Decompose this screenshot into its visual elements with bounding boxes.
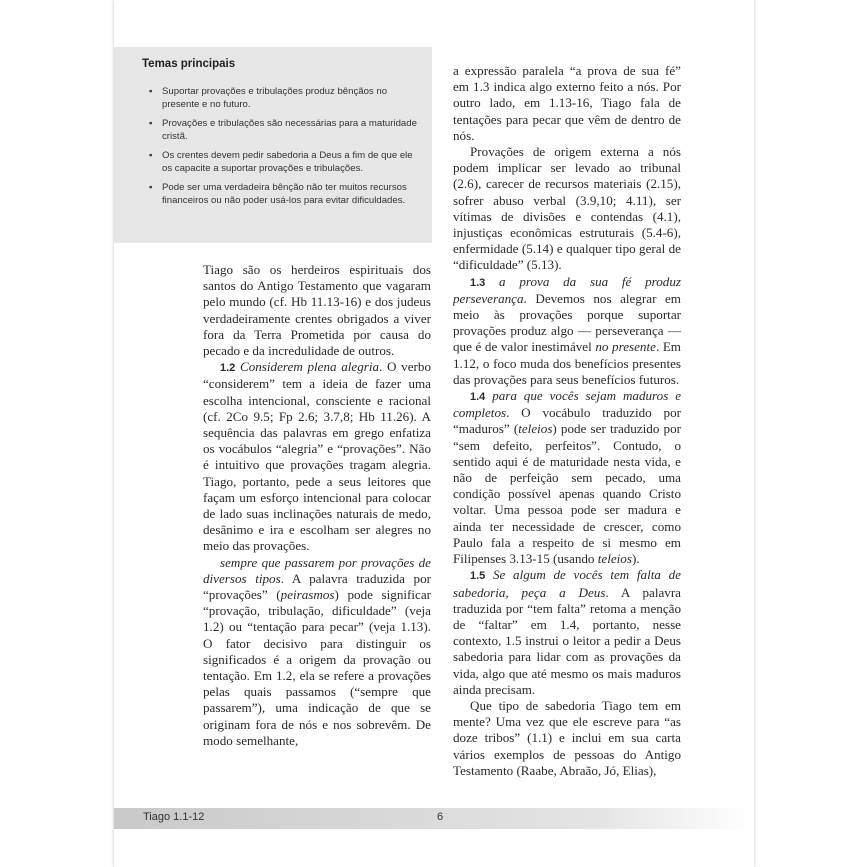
verse-reference: 1.3	[470, 276, 486, 289]
paragraph: 1.2 Considerem plena alegria. O verbo “considerem” tem a ideia de fazer uma escolha intencional, consciente e racional (cf. 2Co 9.5; Fp 2.6; 3.7,8; Hb 11.26). A sequência das palavras em grego enfatiza os vocábulos “alegria” e “provações”. Não é intuitivo que provações tragam alegria. Tiago, portanto, pede a seus leitores que façam um esforço intencional para colocar de lado suas inclinações naturais de medo, desânimo e ira e escolham ser alegres no meio das provações.	[203, 359, 431, 554]
page-footer	[114, 808, 754, 829]
paragraph: 1.3 a prova da sua fé produz perseverança. Devemos nos alegrar em meio às provações porque suportar provações produz algo — perseverança — que é de valor inestimável no presente. Em 1.12, o foco muda dos benefícios presentes das provações para seus benefícios futuros.	[453, 273, 681, 387]
list-item: ▪ Suportar provações e tribulações produz bênçãos no presente e no futuro.	[149, 86, 388, 111]
paragraph: Que tipo de sabedoria Tiago tem em mente? Uma vez que ele escreve para “as doze tribos” (1.1) e inclui em sua carta vários exemplos de pessoas do Antigo Testamento (Raabe, Abraão, Jó, Elias),	[453, 697, 681, 778]
emphasis: no presente	[595, 339, 656, 355]
right-text-column	[453, 63, 681, 779]
greek-term: teleios	[597, 551, 632, 567]
key-themes-list	[149, 85, 421, 213]
greek-term: peirasmos	[280, 587, 335, 603]
greek-term: teleios	[518, 421, 553, 437]
verse-reference: 1.2	[220, 362, 236, 375]
running-footer-reference: Tiago 1.1-12	[143, 811, 205, 823]
paragraph: sempre que passarem por provações de diversos tipos. A palavra traduzida por “provações” (peirasmos) pode significar “provação, tribulação, dificuldade” (veja 1.2) ou “tentação para pecar” (veja 1.13). O fator decisivo para distinguir os significados é a origem da provação ou tentação. Em 1.2, ela se refere a provações pelas quais passamos (“sempre que passarem”), uma indicação de que se originam fora de nós e nos sobrevêm. De modo semelhante,	[203, 554, 431, 748]
page-number: 6	[437, 811, 444, 823]
verse-lemma: Considerem plena alegria	[239, 359, 380, 375]
bullet-icon: ▪	[149, 150, 153, 161]
left-text-column	[203, 262, 431, 749]
list-item: ▪ Provações e tribulações são necessárias para a maturidade cristã.	[149, 118, 417, 143]
verse-lemma: a prova da sua fé produz perseverança	[453, 273, 681, 306]
verse-reference: 1.5	[470, 570, 486, 583]
paragraph: Provações de origem externa a nós podem implicar ser levado ao tribunal (2.6), carecer de recursos materiais (2.15), sofrer abuso verbal (3.9,10; 4.11), ser vítimas de divisões e contendas (4.1), injustiças econômicas estruturais (5.4-6), enfermidade (5.14) e qualquer tipo geral de “dificuldade” (5.13).	[453, 144, 681, 273]
paragraph: a expressão paralela “a prova de sua fé” em 1.3 indica algo externo feito a nós. Por outro lado, em 1.13-16, Tiago fala de tentações para pecar que vêm de dentro de nós.	[453, 63, 681, 143]
verse-reference: 1.4	[470, 391, 486, 404]
verse-lemma: sempre que passarem por provações de diversos tipos	[203, 554, 431, 586]
bullet-icon: ▪	[149, 118, 153, 129]
list-item: ▪ Pode ser uma verdadeira bênção não ter muitos recursos financeiros ou não poder usá-los para evitar dificuldades.	[149, 182, 407, 207]
verse-lemma: Se algum de vocês tem falta de sabedoria, peça a Deus	[453, 567, 681, 600]
paragraph: Tiago são os herdeiros espirituais dos santos do Antigo Testamento que vagaram pelo mundo (cf. Hb 11.13-16) e dos judeus verdadeiramente crentes obrigados a viver fora da Terra Prometida por causa do pecado e da incredulidade de outros.	[203, 262, 431, 359]
key-themes-title: Temas principais	[142, 58, 236, 70]
paragraph: 1.4 para que vocês sejam maduros e completos. O vocábulo traduzido por “maduros” (teleios) pode ser traduzido por “sem defeito, perfeitos”. Contudo, o sentido aqui é de maturidade nesta vida, e não de perfeição sem pecado, uma condição possível apenas quando Cristo voltar. Uma pessoa pode ser madura e ainda ter necessidade de crescer, como Paulo fala a respeito de si mesmo em Filipenses 3.13-15 (usando teleios).	[453, 388, 682, 567]
key-themes-box	[114, 47, 432, 243]
list-item: ▪ Os crentes devem pedir sabedoria a Deus a fim de que ele os capacite a suportar provações e tribulações.	[149, 150, 413, 175]
paragraph: 1.5 Se algum de vocês tem falta de sabedoria, peça a Deus. A palavra traduzida por “tem falta” retoma a menção de “faltar” em 1.4, portanto, nesse contexto, 1.5 instrui o leitor a pedir a Deus sabedoria para lidar com as provações da vida, algo que até mesmo os mais maduros ainda precisam.	[453, 567, 681, 697]
bullet-icon: ▪	[149, 182, 153, 193]
verse-lemma: para que vocês sejam maduros e completos	[453, 388, 682, 421]
bullet-icon: ▪	[149, 86, 153, 97]
